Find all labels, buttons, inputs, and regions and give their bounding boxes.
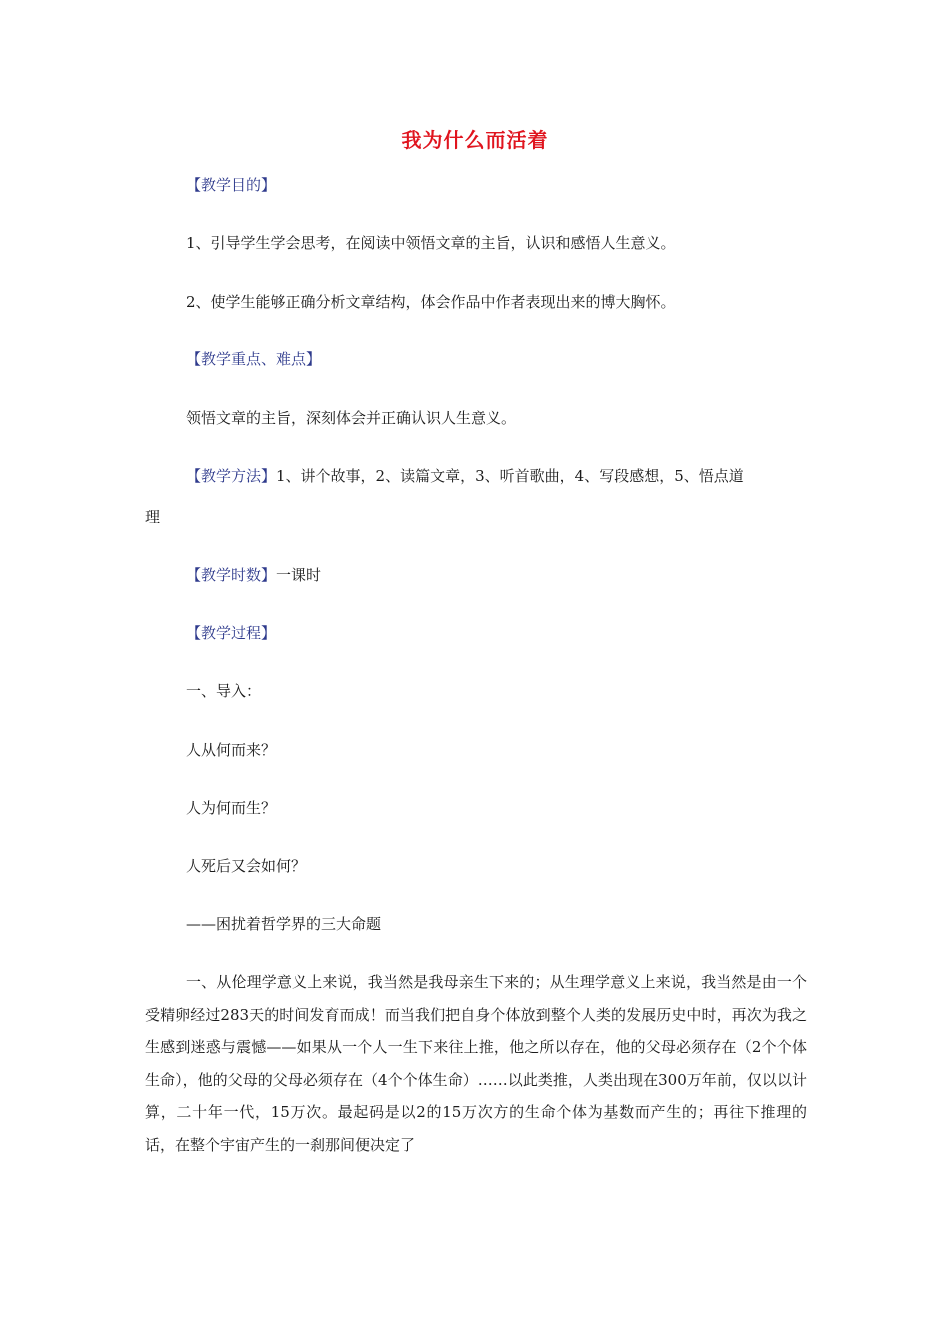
process-intro: 一、导入： xyxy=(186,682,262,700)
key-points-heading: 【教学重点、难点】 xyxy=(186,350,322,368)
question-2: 人为何而生？ xyxy=(186,799,277,817)
methods-heading: 【教学方法】 xyxy=(186,467,277,485)
hours-text: 一课时 xyxy=(276,566,322,584)
hours-heading: 【教学时数】 xyxy=(186,566,277,584)
process-heading: 【教学过程】 xyxy=(186,624,277,642)
methods-text-continued: 理 xyxy=(145,508,161,526)
key-points-text: 领悟文章的主旨，深刻体会并正确认识人生意义。 xyxy=(186,409,517,427)
body-paragraph: 一、从伦理学意义上来说，我当然是我母亲生下来的；从生理学意义上来说，我当然是由一个受精卵经过283天的时间发育而成！而当我们把自身个体放到整个人类的发展历史中时，再次为我之生感到迷惑与震憾——如果从一个人一生下来往上推，他之所以存在，他的父母必须存在（2个个体生命），他的父母的父母必须存在（4个个体生命）……以此类推，人类出现在300万年前，仅以以计算，二十年一代，15万次。最起码是以2的15万次方的生命个体为基数而产生的；再往下推理的话，在整个宇宙产生的一刹那间便决定了 xyxy=(145,973,807,1154)
attribution-line: ——困扰着哲学界的三大命题 xyxy=(186,915,382,933)
methods-text: 1、讲个故事，2、读篇文章，3、听首歌曲，4、写段感想，5、悟点道 xyxy=(276,467,744,485)
document-title: 我为什么而活着 xyxy=(401,128,549,152)
objective-item-1: 1、引导学生学会思考，在阅读中领悟文章的主旨，认识和感悟人生意义。 xyxy=(186,234,676,252)
question-3: 人死后又会如何？ xyxy=(186,857,307,875)
methods-line xyxy=(186,466,744,486)
hours-line xyxy=(186,565,321,585)
question-1: 人从何而来？ xyxy=(186,741,277,759)
objectives-heading: 【教学目的】 xyxy=(186,176,277,194)
objective-item-2: 2、使学生能够正确分析文章结构，体会作品中作者表现出来的博大胸怀。 xyxy=(186,293,676,311)
